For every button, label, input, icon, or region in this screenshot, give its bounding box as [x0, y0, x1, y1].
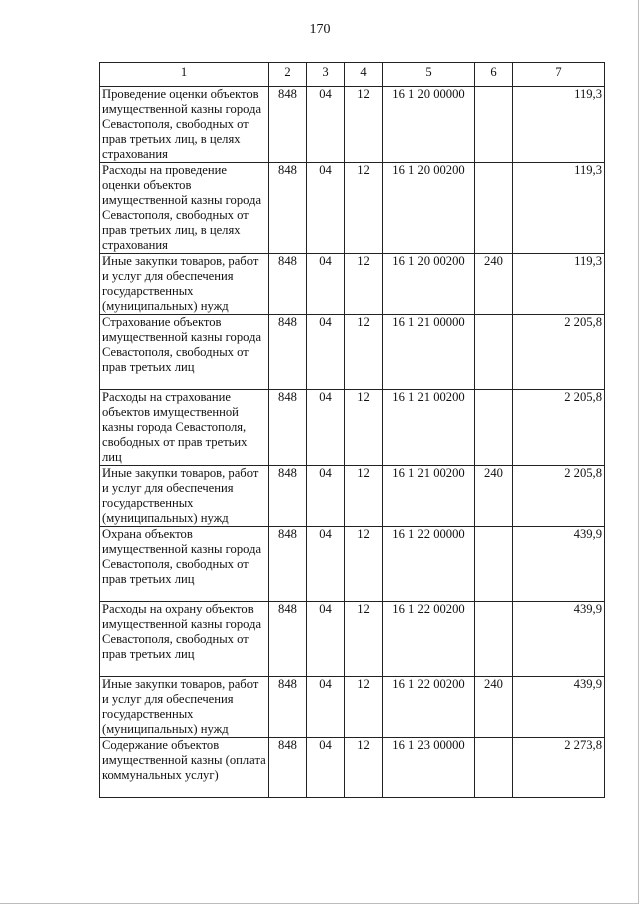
amount-cell: 2 205,8 — [513, 466, 605, 527]
subsection-cell: 12 — [345, 87, 383, 163]
code-cell: 848 — [269, 602, 307, 677]
section-cell: 04 — [307, 390, 345, 466]
code-cell: 848 — [269, 254, 307, 315]
section-cell: 04 — [307, 602, 345, 677]
amount-cell: 2 205,8 — [513, 315, 605, 390]
header-row — [100, 63, 605, 87]
code-cell: 848 — [269, 466, 307, 527]
item-name-cell: Расходы на проведение оценки объектов имущественной казны города Севастополя, свободных от прав третьих лиц, в целях страхования — [100, 163, 269, 254]
item-name-cell: Страхование объектов имущественной казны города Севастополя, свободных от прав третьих лиц — [100, 315, 269, 390]
subsection-cell: 12 — [345, 315, 383, 390]
table-row — [100, 602, 605, 677]
expense-type-cell — [475, 315, 513, 390]
target-item-cell: 16 1 23 00000 — [383, 738, 475, 798]
amount-cell: 119,3 — [513, 254, 605, 315]
target-item-cell: 16 1 21 00200 — [383, 390, 475, 466]
target-item-cell: 16 1 22 00200 — [383, 677, 475, 738]
column-header: 5 — [383, 63, 475, 87]
item-name-cell: Иные закупки товаров, работ и услуг для обеспечения государственных (муниципальных) нужд — [100, 466, 269, 527]
code-cell: 848 — [269, 163, 307, 254]
section-cell: 04 — [307, 315, 345, 390]
target-item-cell: 16 1 22 00200 — [383, 602, 475, 677]
column-header: 4 — [345, 63, 383, 87]
column-header: 2 — [269, 63, 307, 87]
table-row — [100, 466, 605, 527]
code-cell: 848 — [269, 738, 307, 798]
item-name-cell: Расходы на охрану объектов имущественной казны города Севастополя, свободных от прав третьих лиц — [100, 602, 269, 677]
target-item-cell: 16 1 20 00200 — [383, 254, 475, 315]
amount-cell: 2 205,8 — [513, 390, 605, 466]
item-name-cell: Расходы на страхование объектов имущественной казны города Севастополя, свободных от прав третьих лиц — [100, 390, 269, 466]
column-header: 6 — [475, 63, 513, 87]
table-row — [100, 527, 605, 602]
subsection-cell: 12 — [345, 163, 383, 254]
subsection-cell: 12 — [345, 466, 383, 527]
code-cell: 848 — [269, 390, 307, 466]
item-name-cell: Проведение оценки объектов имущественной казны города Севастополя, свободных от прав третьих лиц, в целях страхования — [100, 87, 269, 163]
expense-type-cell — [475, 738, 513, 798]
expense-type-cell — [475, 87, 513, 163]
section-cell: 04 — [307, 738, 345, 798]
target-item-cell: 16 1 21 00000 — [383, 315, 475, 390]
expense-type-cell: 240 — [475, 466, 513, 527]
table-row — [100, 163, 605, 254]
table-row — [100, 315, 605, 390]
column-header: 1 — [100, 63, 269, 87]
subsection-cell: 12 — [345, 677, 383, 738]
amount-cell: 119,3 — [513, 87, 605, 163]
section-cell: 04 — [307, 527, 345, 602]
table-row — [100, 390, 605, 466]
target-item-cell: 16 1 20 00000 — [383, 87, 475, 163]
expense-type-cell — [475, 527, 513, 602]
amount-cell: 2 273,8 — [513, 738, 605, 798]
subsection-cell: 12 — [345, 254, 383, 315]
amount-cell: 439,9 — [513, 602, 605, 677]
expense-type-cell — [475, 390, 513, 466]
column-header: 7 — [513, 63, 605, 87]
section-cell: 04 — [307, 163, 345, 254]
section-cell: 04 — [307, 466, 345, 527]
code-cell: 848 — [269, 527, 307, 602]
budget-table — [99, 62, 605, 798]
table-row — [100, 677, 605, 738]
section-cell: 04 — [307, 677, 345, 738]
subsection-cell: 12 — [345, 390, 383, 466]
column-header: 3 — [307, 63, 345, 87]
subsection-cell: 12 — [345, 527, 383, 602]
expense-type-cell: 240 — [475, 677, 513, 738]
expense-type-cell — [475, 602, 513, 677]
subsection-cell: 12 — [345, 602, 383, 677]
amount-cell: 439,9 — [513, 677, 605, 738]
item-name-cell: Иные закупки товаров, работ и услуг для обеспечения государственных (муниципальных) нужд — [100, 677, 269, 738]
item-name-cell: Иные закупки товаров, работ и услуг для обеспечения государственных (муниципальных) нужд — [100, 254, 269, 315]
expense-type-cell: 240 — [475, 254, 513, 315]
code-cell: 848 — [269, 677, 307, 738]
target-item-cell: 16 1 21 00200 — [383, 466, 475, 527]
section-cell: 04 — [307, 254, 345, 315]
table-row — [100, 738, 605, 798]
amount-cell: 439,9 — [513, 527, 605, 602]
code-cell: 848 — [269, 87, 307, 163]
item-name-cell: Содержание объектов имущественной казны (оплата коммунальных услуг) — [100, 738, 269, 798]
target-item-cell: 16 1 20 00200 — [383, 163, 475, 254]
subsection-cell: 12 — [345, 738, 383, 798]
item-name-cell: Охрана объектов имущественной казны города Севастополя, свободных от прав третьих лиц — [100, 527, 269, 602]
expense-type-cell — [475, 163, 513, 254]
table-row — [100, 87, 605, 163]
amount-cell: 119,3 — [513, 163, 605, 254]
section-cell: 04 — [307, 87, 345, 163]
target-item-cell: 16 1 22 00000 — [383, 527, 475, 602]
table-row — [100, 254, 605, 315]
page-number: 170 — [309, 22, 331, 37]
code-cell: 848 — [269, 315, 307, 390]
